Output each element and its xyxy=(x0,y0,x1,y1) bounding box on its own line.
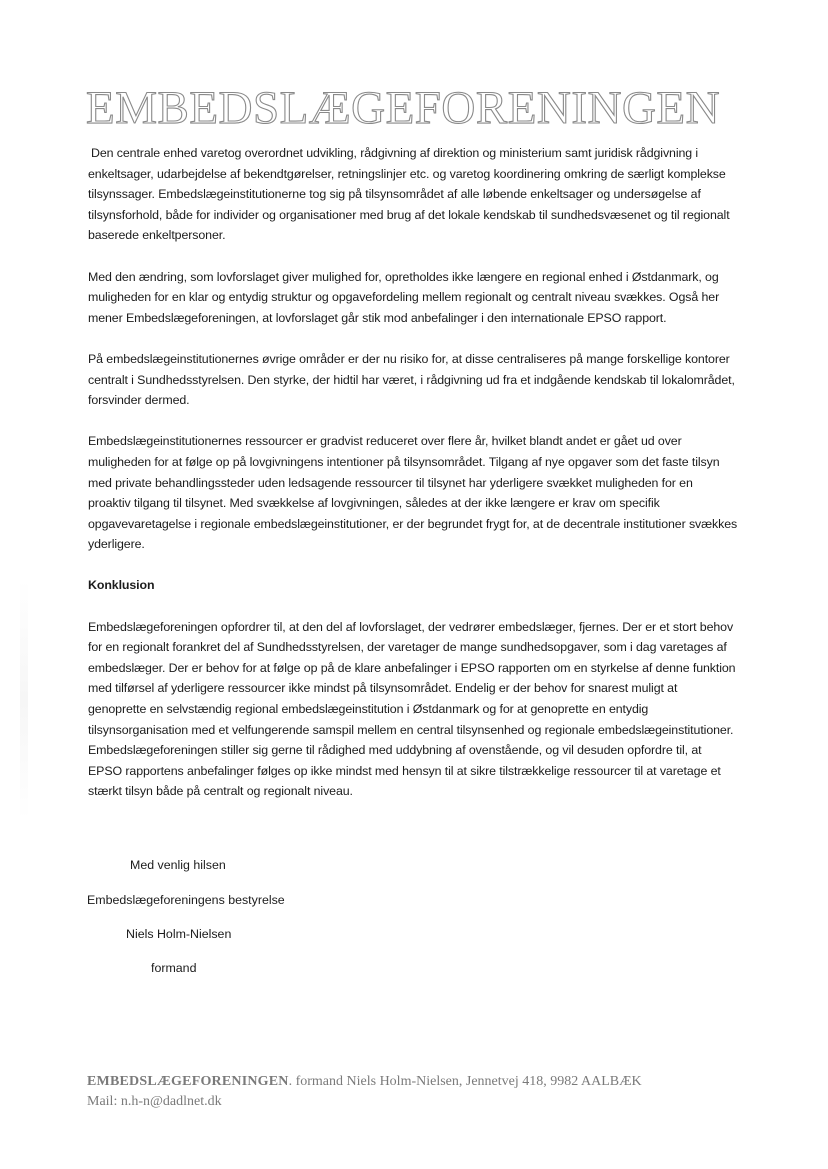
closing-name: Niels Holm-Nielsen xyxy=(126,927,232,941)
conclusion-heading: Konklusion xyxy=(88,578,155,593)
closing-sender: Embedslægeforeningens bestyrelse xyxy=(87,893,285,907)
conclusion-paragraph: Embedslægeforeningen opfordrer til, at den del af lovforslaget, der vedrører embedslæger, fjernes. Der er et stort behov for en regionalt forankret del af Sundhedsstyrelsen, der varetager de mange sundhedsopgaver, som i dag varetages af embedslæger. Der er behov for at følge op på de klare anbefalinger i EPSO rapporten om en styrkelse af denne funktion med tilførsel af yderligere ressourcer ikke mindst på tilsynsområdet. Endelig er der behov for snarest muligt at genoprette en selvstændig regional embedslægeinstitution i Østdanmark og for at genoprette en entydig tilsynsorganisation med et velfungerende samspil mellem en central tilsynsenhed og regionale embedslægeinstitutioner. Embedslægeforeningen stiller sig gerne til rådighed med uddybning af ovenstående, og vil desuden opfordre til, at EPSO rapportens anbefalinger følges op ikke mindst med hensyn til at sikre tilstrækkelige ressourcer til at varetage et stærkt tilsyn både på centralt og regionalt niveau. xyxy=(88,619,736,799)
closing-role: formand xyxy=(151,961,197,975)
letterhead-title: EMBEDSLÆGEFORENINGEN xyxy=(86,82,721,134)
paragraph-4: Embedslægeinstitutionernes ressourcer er gradvist reduceret over flere år, hvilket blandt andet er gået ud over muligheden for at følge op på lovgivningens intentioner på tilsynsområdet. Tilgang af nye opgaver som det faste tilsyn med private behandlingssteder uden ledsagende ressourcer til tilsynet har yderligere svækket muligheden for en proaktiv tilgang til tilsynet. Med svækkelse af lovgivningen, således at der ikke længere er krav om specifik opgavevaretagelse i regionale embedslægeinstitutioner, er der begrundet frygt for, at de decentrale institutioner svækkes yderligere. xyxy=(88,434,738,552)
closing-greeting: Med venlig hilsen xyxy=(130,858,226,872)
footer-org: EMBEDSLÆGEFORENINGEN xyxy=(87,1074,289,1089)
footer-address: . formand Niels Holm-Nielsen, Jennetvej 418, 9982 AALBÆK xyxy=(288,1074,642,1089)
paragraph-3: På embedslægeinstitutionernes øvrige områder er der nu risiko for, at disse centraliseres på mange forskellige kontorer centralt i Sundhedsstyrelsen. Den styrke, der hidtil har været, i rådgivning ud fra et indgående kendskab til lokalområdet, forsvinder dermed. xyxy=(88,351,735,408)
footer-address-line xyxy=(87,1072,747,1092)
letter-body xyxy=(88,143,738,823)
footer-mail: Mail: n.h-n@dadlnet.dk xyxy=(87,1094,222,1109)
scan-artifact xyxy=(20,580,28,820)
letter-footer xyxy=(87,1072,747,1112)
paragraph-1: Den centrale enhed varetog overordnet udvikling, rådgivning af direktion og ministerium samt juridisk rådgivning i enkeltsager, udarbejdelse af bekendtgørelser, retningslinjer etc. og varetog koordinering omkring de særligt komplekse tilsynssager. Embedslægeinstitutionerne tog sig på tilsynsområdet af alle løbende enkeltsager og undersøgelse af tilsynsforhold, både for individer og organisationer med brug af det lokale kendskab til sundhedsvæsenet og til regionalt baserede enkeltpersoner. xyxy=(88,146,730,243)
paragraph-2: Med den ændring, som lovforslaget giver mulighed for, opretholdes ikke længere en regional enhed i Østdanmark, og muligheden for en klar og entydig struktur og opgavefordeling mellem regionalt og centralt niveau svækkes. Også her mener Embedslægeforeningen, at lovforslaget går stik mod anbefalinger i den internationale EPSO rapport. xyxy=(88,269,720,325)
